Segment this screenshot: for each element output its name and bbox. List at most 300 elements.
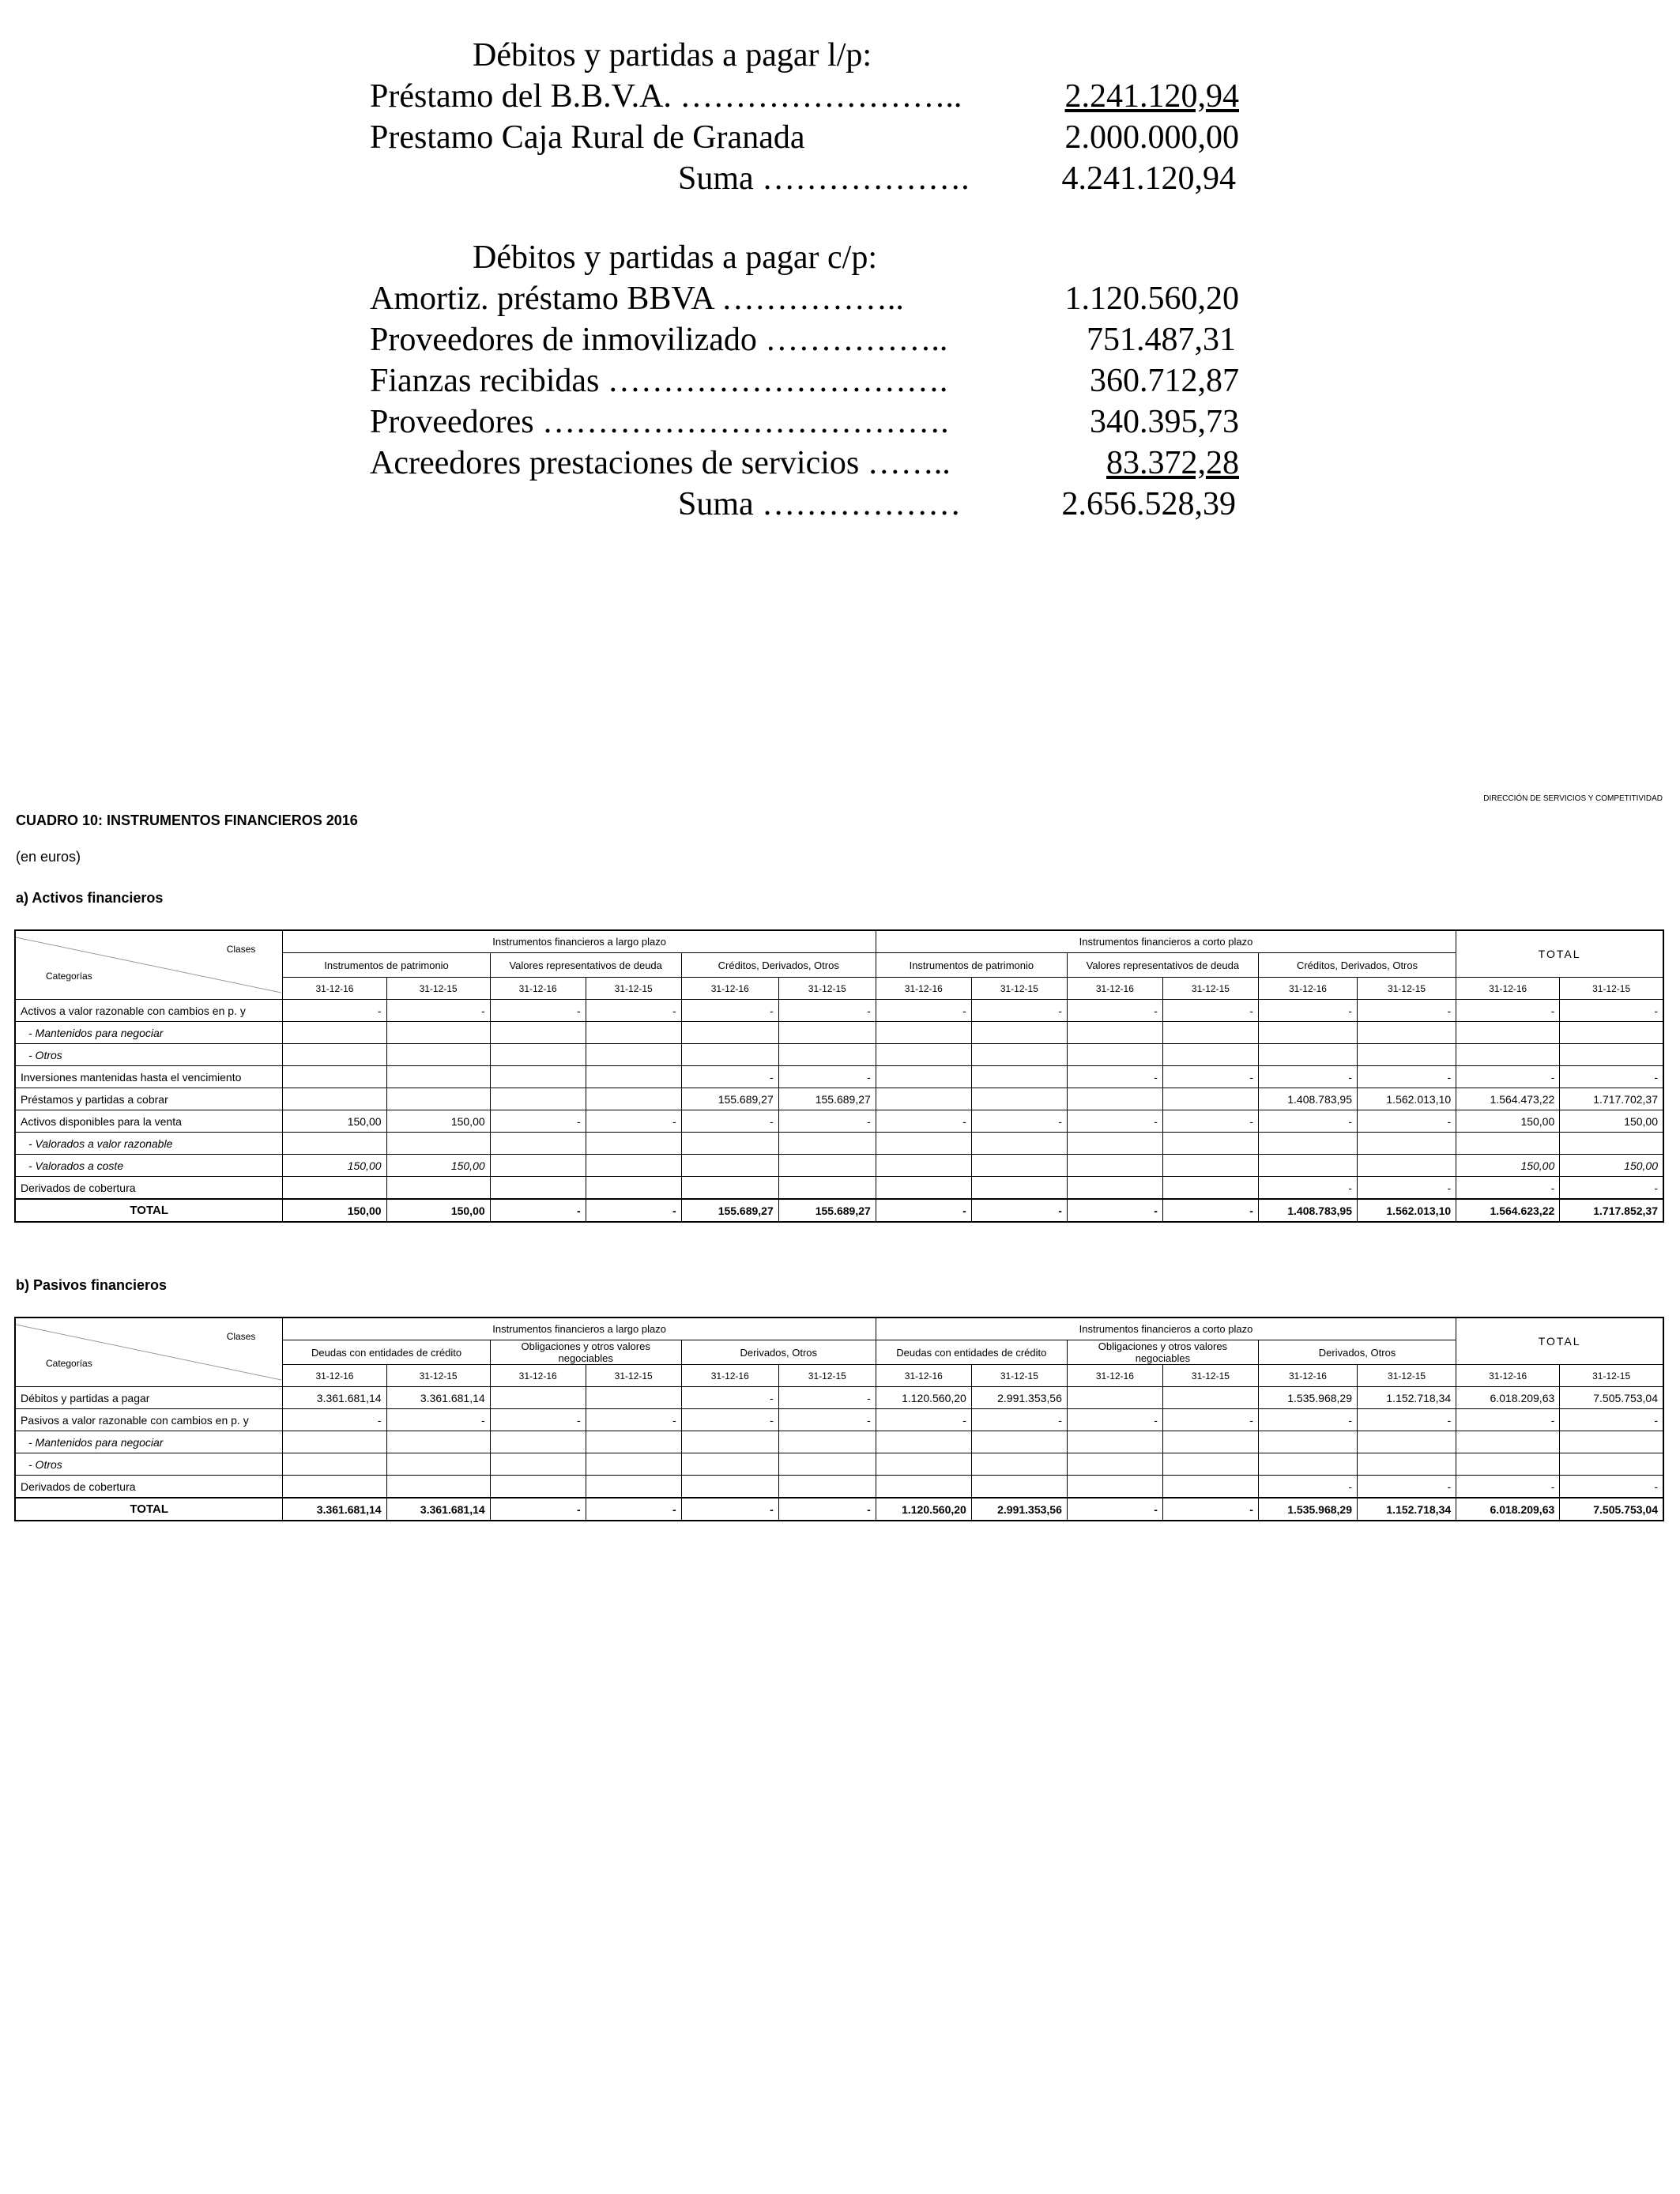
table-cell [586, 1476, 681, 1498]
table-cell [778, 1476, 876, 1498]
total-cell: 1.564.623,22 [1456, 1199, 1560, 1222]
table-cell [490, 1476, 586, 1498]
header-date: 31-12-16 [681, 978, 778, 1000]
total-cell: - [490, 1199, 586, 1222]
total-cell: 2.991.353,56 [971, 1498, 1067, 1521]
table-cell: 1.562.013,10 [1358, 1088, 1456, 1110]
table-cell: - [778, 1110, 876, 1133]
table-cell [1067, 1177, 1162, 1200]
total-cell: 6.018.209,63 [1456, 1498, 1560, 1521]
cp-row [370, 401, 1239, 443]
cp-row-label: Proveedores ………………………………. [370, 404, 949, 440]
table-cell [490, 1431, 586, 1453]
header-group: Derivados, Otros [1258, 1340, 1456, 1365]
table-cell [876, 1177, 971, 1200]
table-cell [586, 1431, 681, 1453]
header-date: 31-12-15 [1560, 978, 1663, 1000]
table-cell: - [1456, 1476, 1560, 1498]
table-cell: 2.991.353,56 [971, 1387, 1067, 1409]
table-row [15, 1387, 1663, 1409]
table-cell: - [490, 1110, 586, 1133]
total-cell: 7.505.753,04 [1560, 1498, 1663, 1521]
table-row [15, 1022, 1663, 1044]
table-cell [490, 1022, 586, 1044]
lp-sum-row [370, 158, 1239, 199]
table-cell [1162, 1022, 1258, 1044]
table-cell [386, 1453, 490, 1476]
cuadro-title: CUADRO 10: INSTRUMENTOS FINANCIEROS 2016 [16, 812, 358, 828]
total-cell: - [490, 1498, 586, 1521]
header-corto-plazo: Instrumentos financieros a corto plazo [876, 1318, 1456, 1340]
header-date: 31-12-15 [1358, 1365, 1456, 1387]
table-row [15, 1000, 1663, 1022]
activos-section-title: a) Activos financieros [16, 890, 164, 906]
table-cell [490, 1387, 586, 1409]
row-label: - Valorados a valor razonable [15, 1133, 283, 1155]
header-date: 31-12-15 [1560, 1365, 1663, 1387]
table-cell: - [1258, 1066, 1357, 1088]
table-cell [1162, 1453, 1258, 1476]
table-row [15, 1453, 1663, 1476]
header-group: Créditos, Derivados, Otros [1258, 953, 1456, 978]
table-cell [1560, 1022, 1663, 1044]
header-date: 31-12-16 [1067, 1365, 1162, 1387]
table-cell [283, 1476, 386, 1498]
table-cell: - [1560, 1066, 1663, 1088]
categorias-label: Categorías [46, 971, 92, 982]
table-cell [971, 1155, 1067, 1177]
table-cell: - [778, 1066, 876, 1088]
table-cell: - [586, 1000, 681, 1022]
table-cell [876, 1022, 971, 1044]
table-cell [971, 1476, 1067, 1498]
table-cell [778, 1453, 876, 1476]
table-cell [1067, 1387, 1162, 1409]
table-cell: - [778, 1000, 876, 1022]
table-cell [386, 1133, 490, 1155]
header-date: 31-12-16 [876, 978, 971, 1000]
table-cell [1162, 1044, 1258, 1066]
row-label: Derivados de cobertura [15, 1476, 283, 1498]
table-cell: - [1358, 1066, 1456, 1088]
table-cell: - [1456, 1177, 1560, 1200]
table-cell: 150,00 [386, 1155, 490, 1177]
table-cell: - [876, 1409, 971, 1431]
table-cell: - [1358, 1409, 1456, 1431]
header-date: 31-12-16 [490, 1365, 586, 1387]
table-cell: - [1258, 1177, 1357, 1200]
table-cell [1258, 1431, 1357, 1453]
table-cell: - [283, 1409, 386, 1431]
header-date: 31-12-16 [681, 1365, 778, 1387]
table-cell: 1.564.473,22 [1456, 1088, 1560, 1110]
table-cell: - [1456, 1066, 1560, 1088]
row-label: - Otros [15, 1453, 283, 1476]
table-cell: - [876, 1110, 971, 1133]
lp-row-label: Préstamo del B.B.V.A. …………………….. [370, 78, 962, 115]
row-label: - Otros [15, 1044, 283, 1066]
table-cell [971, 1453, 1067, 1476]
cp-row-label: Fianzas recibidas …………………………. [370, 363, 948, 399]
table-cell: 7.505.753,04 [1560, 1387, 1663, 1409]
table-cell [386, 1044, 490, 1066]
header-row-terms [15, 930, 1663, 953]
table-cell [586, 1387, 681, 1409]
header-date: 31-12-15 [586, 978, 681, 1000]
table-cell: 150,00 [1456, 1110, 1560, 1133]
table-cell: - [1067, 1000, 1162, 1022]
table-cell [283, 1044, 386, 1066]
table-cell [283, 1088, 386, 1110]
table-row [15, 1066, 1663, 1088]
table-cell [1162, 1088, 1258, 1110]
table-cell [1358, 1453, 1456, 1476]
total-cell: 150,00 [283, 1199, 386, 1222]
table-cell: - [386, 1409, 490, 1431]
table-cell: - [1560, 1476, 1663, 1498]
table-cell: - [1067, 1409, 1162, 1431]
header-date: 31-12-16 [1067, 978, 1162, 1000]
activos-table [14, 929, 1664, 1223]
table-cell: 155.689,27 [681, 1088, 778, 1110]
table-cell: - [971, 1000, 1067, 1022]
header-date: 31-12-16 [876, 1365, 971, 1387]
table-cell [1358, 1044, 1456, 1066]
table-cell: - [1162, 1000, 1258, 1022]
table-cell: - [586, 1409, 681, 1431]
header-date: 31-12-16 [1258, 1365, 1357, 1387]
total-label: TOTAL [15, 1199, 283, 1222]
table-cell [876, 1431, 971, 1453]
header-date: 31-12-15 [1162, 978, 1258, 1000]
table-cell [778, 1022, 876, 1044]
table-cell [876, 1453, 971, 1476]
table-cell [283, 1022, 386, 1044]
pasivos-section-title: b) Pasivos financieros [16, 1277, 168, 1293]
table-cell [386, 1476, 490, 1498]
table-cell [778, 1133, 876, 1155]
table-cell [490, 1133, 586, 1155]
table-cell: - [1067, 1066, 1162, 1088]
table-cell [1560, 1133, 1663, 1155]
header-total: TOTAL [1456, 930, 1663, 978]
total-cell: - [586, 1199, 681, 1222]
total-cell: 1.120.560,20 [876, 1498, 971, 1521]
table-cell [490, 1044, 586, 1066]
table-cell [386, 1066, 490, 1088]
table-cell [876, 1133, 971, 1155]
table-cell: 1.152.718,34 [1358, 1387, 1456, 1409]
table-cell [1067, 1431, 1162, 1453]
header-date: 31-12-15 [386, 1365, 490, 1387]
table-row [15, 1409, 1663, 1431]
table-cell: - [490, 1409, 586, 1431]
table-cell [1560, 1044, 1663, 1066]
header-group: Créditos, Derivados, Otros [681, 953, 876, 978]
table-row [15, 1110, 1663, 1133]
table-cell [1162, 1133, 1258, 1155]
table-cell [681, 1022, 778, 1044]
table-cell [586, 1133, 681, 1155]
total-cell: 1.562.013,10 [1358, 1199, 1456, 1222]
header-date: 31-12-16 [283, 978, 386, 1000]
table-cell [1258, 1155, 1357, 1177]
table-cell [586, 1155, 681, 1177]
total-cell: 1.717.852,37 [1560, 1199, 1663, 1222]
total-cell: - [1162, 1199, 1258, 1222]
table-cell [386, 1431, 490, 1453]
pasivos-table [14, 1317, 1664, 1521]
table-cell [778, 1155, 876, 1177]
table-cell [586, 1022, 681, 1044]
total-cell: 1.408.783,95 [1258, 1199, 1357, 1222]
table-cell [1456, 1453, 1560, 1476]
row-label: Inversiones mantenidas hasta el vencimiento [15, 1066, 283, 1088]
cp-statement [370, 237, 1239, 525]
total-cell: 155.689,27 [681, 1199, 778, 1222]
table-cell [1358, 1133, 1456, 1155]
table-cell [386, 1177, 490, 1200]
cp-row [370, 278, 1239, 319]
cp-sum-amount: 2.656.528,39 [1061, 486, 1236, 522]
cp-row-amount: 83.372,28 [1106, 445, 1239, 481]
table-cell: - [1358, 1000, 1456, 1022]
total-cell: - [1067, 1498, 1162, 1521]
lp-row-amount: 2.241.120,94 [1064, 78, 1239, 115]
table-cell: - [1162, 1110, 1258, 1133]
lp-heading: Débitos y partidas a pagar l/p: [473, 37, 872, 74]
table-cell: - [283, 1000, 386, 1022]
header-date: 31-12-15 [386, 978, 490, 1000]
lp-statement [370, 35, 1239, 199]
table-cell [876, 1155, 971, 1177]
total-cell: - [971, 1199, 1067, 1222]
table-cell [1456, 1044, 1560, 1066]
total-cell: - [586, 1498, 681, 1521]
table-cell: 1.717.702,37 [1560, 1088, 1663, 1110]
row-label: Préstamos y partidas a cobrar [15, 1088, 283, 1110]
total-cell: - [1067, 1199, 1162, 1222]
header-date: 31-12-15 [778, 978, 876, 1000]
clases-categorias-corner [15, 930, 283, 1000]
total-cell: 3.361.681,14 [386, 1498, 490, 1521]
table-cell [876, 1476, 971, 1498]
table-cell: - [876, 1000, 971, 1022]
corner-diagonal [16, 1318, 281, 1385]
table-cell [283, 1066, 386, 1088]
table-cell: - [1258, 1409, 1357, 1431]
table-cell [586, 1088, 681, 1110]
department-label: DIRECCIÓN DE SERVICIOS Y COMPETITIVIDAD [1483, 794, 1663, 803]
table-cell [1560, 1431, 1663, 1453]
table-cell: - [490, 1000, 586, 1022]
table-row [15, 1155, 1663, 1177]
cp-row-amount: 360.712,87 [1090, 363, 1239, 399]
table-cell: 150,00 [1456, 1155, 1560, 1177]
cp-row-label: Amortiz. préstamo BBVA …………….. [370, 281, 904, 317]
table-cell: - [681, 1409, 778, 1431]
table-cell: - [1456, 1000, 1560, 1022]
table-cell [1258, 1453, 1357, 1476]
header-total: TOTAL [1456, 1318, 1663, 1365]
table-row [15, 1044, 1663, 1066]
table-cell: - [1067, 1110, 1162, 1133]
total-row [15, 1199, 1663, 1222]
table-cell: 6.018.209,63 [1456, 1387, 1560, 1409]
table-row [15, 1431, 1663, 1453]
table-cell [386, 1022, 490, 1044]
table-cell [681, 1044, 778, 1066]
table-cell [1067, 1133, 1162, 1155]
table-cell [681, 1155, 778, 1177]
header-group: Instrumentos de patrimonio [876, 953, 1067, 978]
header-group: Valores representativos de deuda [490, 953, 681, 978]
table-cell: - [971, 1409, 1067, 1431]
header-group: Obligaciones y otros valores negociables [490, 1340, 681, 1365]
header-date: 31-12-16 [1456, 1365, 1560, 1387]
table-cell [681, 1177, 778, 1200]
table-cell [681, 1476, 778, 1498]
cp-sum-row [370, 484, 1239, 525]
table-cell [1162, 1387, 1258, 1409]
table-cell: - [778, 1387, 876, 1409]
table-cell [490, 1453, 586, 1476]
table-row [15, 1177, 1663, 1200]
table-cell [681, 1133, 778, 1155]
header-largo-plazo: Instrumentos financieros a largo plazo [283, 930, 876, 953]
table-cell [876, 1066, 971, 1088]
header-corto-plazo: Instrumentos financieros a corto plazo [876, 930, 1456, 953]
cp-row-amount: 1.120.560,20 [1064, 281, 1239, 317]
cp-row [370, 443, 1239, 484]
row-label: Activos a valor razonable con cambios en p. y [15, 1000, 283, 1022]
total-cell: - [778, 1498, 876, 1521]
table-cell [283, 1133, 386, 1155]
table-cell: - [681, 1387, 778, 1409]
table-cell [586, 1066, 681, 1088]
header-date: 31-12-15 [971, 978, 1067, 1000]
table-cell [1067, 1155, 1162, 1177]
table-cell [1456, 1133, 1560, 1155]
table-cell [1162, 1476, 1258, 1498]
table-cell: - [1358, 1476, 1456, 1498]
table-cell: - [1560, 1177, 1663, 1200]
table-cell [1162, 1177, 1258, 1200]
table-cell [971, 1066, 1067, 1088]
total-cell: - [876, 1199, 971, 1222]
table-cell [586, 1044, 681, 1066]
cp-row-label: Proveedores de inmovilizado …………….. [370, 322, 948, 358]
total-cell: - [681, 1498, 778, 1521]
table-cell [971, 1022, 1067, 1044]
table-cell: - [1456, 1409, 1560, 1431]
table-cell [778, 1044, 876, 1066]
table-cell: - [1560, 1409, 1663, 1431]
row-label: - Mantenidos para negociar [15, 1022, 283, 1044]
row-label: - Valorados a coste [15, 1155, 283, 1177]
table-cell: - [1162, 1066, 1258, 1088]
header-date: 31-12-15 [586, 1365, 681, 1387]
header-date: 31-12-16 [1456, 978, 1560, 1000]
row-label: Derivados de cobertura [15, 1177, 283, 1200]
table-cell [283, 1177, 386, 1200]
row-label: Débitos y partidas a pagar [15, 1387, 283, 1409]
table-cell [1560, 1453, 1663, 1476]
header-row-terms [15, 1318, 1663, 1340]
table-cell: 150,00 [386, 1110, 490, 1133]
table-row [15, 1133, 1663, 1155]
lp-row-caja-rural [370, 117, 1239, 158]
lp-sum-label: Suma ………………. [678, 160, 970, 197]
table-cell [1067, 1022, 1162, 1044]
table-cell: 150,00 [1560, 1155, 1663, 1177]
header-date: 31-12-15 [1162, 1365, 1258, 1387]
table-cell [681, 1453, 778, 1476]
table-cell [971, 1044, 1067, 1066]
lp-row-bbva [370, 76, 1239, 117]
table-cell: - [1258, 1110, 1357, 1133]
table-cell [1067, 1088, 1162, 1110]
table-cell [490, 1066, 586, 1088]
table-cell [1358, 1431, 1456, 1453]
table-cell [1067, 1453, 1162, 1476]
cp-row [370, 360, 1239, 401]
table-cell [778, 1177, 876, 1200]
table-cell: - [1358, 1177, 1456, 1200]
table-cell [1358, 1022, 1456, 1044]
table-cell [1162, 1431, 1258, 1453]
table-cell: 155.689,27 [778, 1088, 876, 1110]
lp-row-label: Prestamo Caja Rural de Granada [370, 119, 805, 156]
table-cell [490, 1177, 586, 1200]
cuadro-unit: (en euros) [16, 849, 81, 865]
table-cell: 150,00 [1560, 1110, 1663, 1133]
table-cell: 1.408.783,95 [1258, 1088, 1357, 1110]
table-cell [1067, 1044, 1162, 1066]
table-cell: 1.535.968,29 [1258, 1387, 1357, 1409]
table-cell [1258, 1022, 1357, 1044]
table-cell: - [1258, 1000, 1357, 1022]
cp-row-label: Acreedores prestaciones de servicios …….. [370, 445, 951, 481]
table-cell [971, 1088, 1067, 1110]
header-date: 31-12-16 [490, 978, 586, 1000]
header-date: 31-12-15 [971, 1365, 1067, 1387]
row-label: Pasivos a valor razonable con cambios en p. y [15, 1409, 283, 1431]
table-cell [778, 1431, 876, 1453]
header-group: Valores representativos de deuda [1067, 953, 1258, 978]
row-label: Activos disponibles para la venta [15, 1110, 283, 1133]
table-cell: 150,00 [283, 1155, 386, 1177]
header-group: Deudas con entidades de crédito [876, 1340, 1067, 1365]
table-cell [1067, 1476, 1162, 1498]
cp-row-amount: 340.395,73 [1090, 404, 1239, 440]
cp-row-amount: 751.487,31 [1087, 322, 1236, 358]
header-date: 31-12-16 [283, 1365, 386, 1387]
table-cell [876, 1044, 971, 1066]
table-cell: 3.361.681,14 [283, 1387, 386, 1409]
header-group: Instrumentos de patrimonio [283, 953, 490, 978]
total-cell: 3.361.681,14 [283, 1498, 386, 1521]
cp-row [370, 319, 1239, 360]
table-cell [1456, 1022, 1560, 1044]
table-cell [971, 1177, 1067, 1200]
cp-sum-label: Suma ……………… [678, 486, 962, 522]
table-cell: - [586, 1110, 681, 1133]
table-cell [586, 1177, 681, 1200]
header-group: Deudas con entidades de crédito [283, 1340, 490, 1365]
table-cell [1456, 1431, 1560, 1453]
total-row [15, 1498, 1663, 1521]
